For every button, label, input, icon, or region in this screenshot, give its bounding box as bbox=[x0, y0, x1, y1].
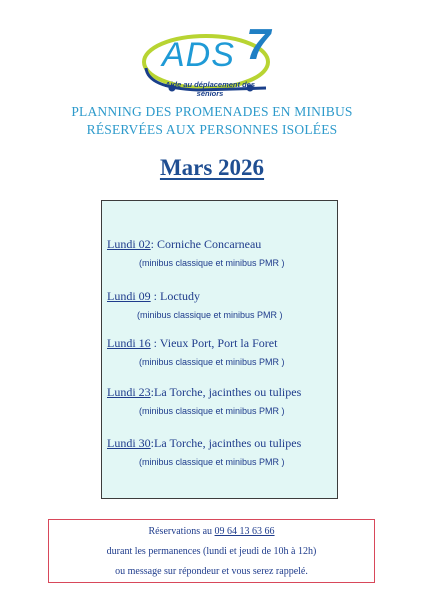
entry-separator: : bbox=[150, 289, 161, 303]
entry-separator: : bbox=[150, 237, 158, 251]
entry-details: (minibus classique et minibus PMR ) bbox=[139, 406, 285, 416]
entry-day: Lundi 16 bbox=[107, 336, 151, 350]
schedule-panel bbox=[101, 200, 338, 499]
reservation-phone-line bbox=[49, 522, 374, 542]
reservation-box bbox=[48, 519, 375, 583]
entry-title-line bbox=[107, 289, 339, 304]
reservation-hours: durant les permanences (lundi et jeudi de 10h à 12h) bbox=[106, 546, 317, 557]
logo-tagline: Aide au déplacement des séniors bbox=[164, 80, 256, 98]
entry-title-line bbox=[107, 237, 339, 252]
logo-name: ADS bbox=[162, 36, 235, 74]
entry-title-line bbox=[107, 436, 339, 451]
entry-place: Corniche Concarneau bbox=[157, 237, 262, 251]
entry-separator: : bbox=[150, 436, 155, 450]
entry-title-line bbox=[107, 385, 339, 400]
entry-day: Lundi 23 bbox=[107, 385, 151, 399]
header-line-2: RÉSERVÉES AUX PERSONNES ISOLÉES bbox=[86, 122, 338, 137]
schedule-entry bbox=[102, 336, 339, 367]
entry-place: Vieux Port, Port la Foret bbox=[159, 336, 278, 350]
entry-details: (minibus classique et minibus PMR ) bbox=[139, 357, 285, 367]
logo-number: 7 bbox=[246, 20, 271, 69]
schedule-entry bbox=[102, 289, 339, 320]
entry-details: (minibus classique et minibus PMR ) bbox=[137, 310, 283, 320]
ads-logo bbox=[138, 22, 288, 100]
entry-place: Loctudy bbox=[160, 289, 201, 303]
entry-details: (minibus classique et minibus PMR ) bbox=[139, 457, 285, 467]
schedule-entry bbox=[102, 237, 339, 268]
entry-day: Lundi 09 bbox=[107, 289, 151, 303]
entry-separator: : bbox=[150, 385, 155, 399]
month-title: Mars 2026 bbox=[159, 155, 265, 180]
schedule-entry bbox=[102, 436, 339, 467]
entry-place: La Torche, jacinthes ou tulipes bbox=[154, 436, 302, 450]
entry-day: Lundi 02 bbox=[107, 237, 151, 251]
entry-title-line bbox=[107, 336, 339, 351]
entry-details: (minibus classique et minibus PMR ) bbox=[139, 258, 285, 268]
reservation-prefix: Réservations au bbox=[148, 526, 215, 537]
reservation-callback: ou message sur répondeur et vous serez rappelé. bbox=[115, 566, 308, 577]
entry-day: Lundi 30 bbox=[107, 436, 151, 450]
reservation-phone[interactable]: 09 64 13 63 66 bbox=[214, 526, 275, 537]
schedule-entry bbox=[102, 385, 339, 416]
header-line-1: PLANNING DES PROMENADES EN MINIBUS bbox=[71, 104, 353, 119]
entry-place: La Torche, jacinthes ou tulipes bbox=[154, 385, 302, 399]
entry-separator: : bbox=[150, 336, 160, 350]
